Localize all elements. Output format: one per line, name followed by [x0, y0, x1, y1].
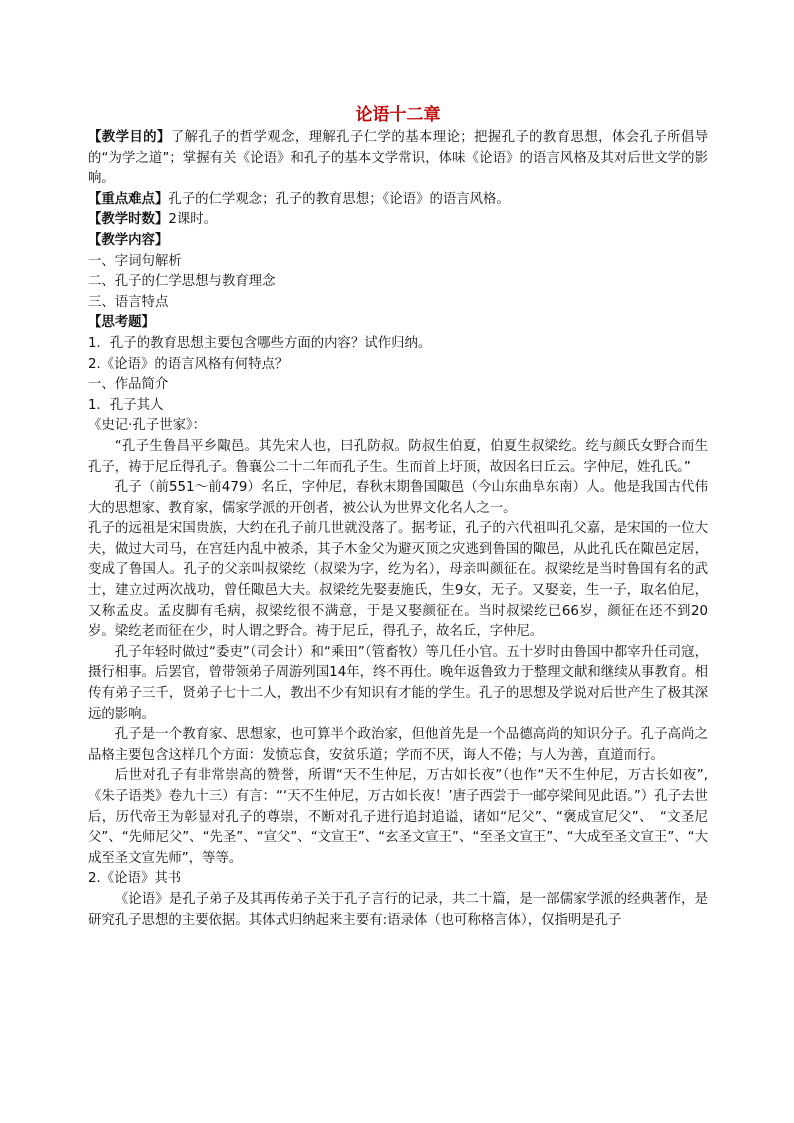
section-heading: 一、作品简介 — [88, 377, 169, 393]
body-paragraph: 孔子是一个教育家、思想家，也可算半个政治家，但他首先是一个品德高尚的知识分子。孔子高尚之品格主要包含这样几个方面：发愤忘食，安贫乐道；学而不厌，诲人不倦；与人为善，直道而行。 — [88, 727, 708, 763]
objective-label: 【教学目的】 — [88, 130, 171, 145]
body-paragraph: 孔子的远祖是宋国贵族，大约在孔子前几世就没落了。据考证，孔子的六代祖叫孔父嘉，是宋国的一位大夫，做过大司马，在宫廷内乱中被杀，其子木金父为避灭顶之灾逃到鲁国的陬邑，从此孔氏在陬邑定居，变成了鲁国人。孔子的父亲叫叔梁纥（叔梁为字，纥为名），母亲叫颜征在。叔梁纥是当时鲁国有名的武士，建立过两次战功，曾任陬邑大夫。叔梁纥先娶妻施氏，生9女，无子。又娶妾，生一子，取名伯尼，又称孟皮。孟皮脚有毛病，叔梁纥很不满意，于是又娶颜征在。当时叔梁纥已66岁，颜征在还不到20岁。梁纥老而征在少，时人谓之野合。祷于尼丘，得孔子，故名丘，字仲尼。 — [88, 521, 708, 640]
quote-paragraph: “孔子生鲁昌平乡陬邑。其先宋人也，曰孔防叔。防叔生伯夏，伯夏生叔梁纥。纥与颜氏女野合而生孔子，祷于尼丘得孔子。鲁襄公二十二年而孔子生。生而首上圩顶，故因名曰丘云。字仲尼，姓孔氏。” — [88, 438, 708, 475]
source-citation: 《史记·孔子世家》： — [88, 418, 207, 434]
body-paragraph: 孔子（前551～前479）名丘，字仲尼，春秋末期鲁国陬邑（今山东曲阜东南）人。他是我国古代伟大的思想家、教育家，儒家学派的开创者，被公认为世界文化名人之一。 — [88, 480, 708, 516]
teaching-objective — [88, 128, 708, 190]
content-item: 一、字词句解析 — [88, 253, 182, 269]
question-item: 2.《论语》的语言风格有何特点？ — [88, 356, 289, 372]
questions-heading: 【思考题】 — [88, 315, 155, 331]
document-page — [88, 104, 708, 931]
teaching-hours — [88, 210, 708, 231]
question-item: 1．孔子的教育思想主要包含哪些方面的内容？试作归纳。 — [88, 335, 432, 351]
objective-text: 了解孔子的哲学观念，理解孔子仁学的基本理论；把握孔子的教育思想，体会孔子所倡导的“为学之道”；掌握有关《论语》和孔子的基本文学常识，体味《论语》的语言风格及其对后世文学的影响。 — [88, 130, 709, 187]
difficulties-label: 【重点难点】 — [88, 191, 169, 207]
key-difficulties — [88, 190, 708, 211]
document-title: 论语十二章 — [355, 105, 441, 125]
hours-label: 【教学时数】 — [88, 212, 169, 228]
content-item: 三、语言特点 — [88, 294, 169, 310]
body-paragraph: 后世对孔子有非常崇高的赞誉，所谓“天不生仲尼，万古如长夜”（也作“天不生仲尼，万古长如夜”,《朱子语类》卷九十三）有言：“‘天不生仲尼，万古如长夜！’唐子西尝于一邮亭梁间见此语。”）孔子去世后，历代帝王为彰显对孔子的尊崇，不断对孔子进行追封追谥，诸如“尼父”、“褒成宣尼父”、 “文圣尼父”、“先师尼父”、“先圣”、“宣父”、“文宣王”、“玄圣文宣王”、“至圣文宣王”、“大成至圣文宣王”、“大成至圣文宣先师”，等等。 — [88, 768, 708, 866]
content-item: 二、孔子的仁学思想与教育理念 — [88, 274, 276, 290]
subsection-heading: 1．孔子其人 — [88, 397, 164, 413]
body-paragraph: 孔子年轻时做过“委吏”（司会计）和“乘田”（管畜牧）等几任小官。五十岁时由鲁国中都宰升任司寇，摄行相事。后罢官，曾带领弟子周游列国14年，终不再仕。晚年返鲁致力于整理文献和继续从事教育。相传有弟子三千，贤弟子七十二人，教出不少有知识有才能的学生。孔子的思想及学说对后世产生了极其深远的影响。 — [88, 644, 708, 722]
difficulties-text: 孔子的仁学观念；孔子的教育思想；《论语》的语言风格。 — [168, 191, 510, 207]
body-paragraph: 《论语》是孔子弟子及其再传弟子关于孔子言行的记录，共二十篇，是一部儒家学派的经典著作，是研究孔子思想的主要依据。其体式归纳起来主要有:语录体（也可称格言体），仅指明是孔子 — [88, 891, 708, 928]
hours-text: 2课时。 — [168, 212, 218, 228]
subsection-heading: 2.《论语》其书 — [88, 871, 182, 887]
content-heading: 【教学内容】 — [88, 232, 169, 248]
